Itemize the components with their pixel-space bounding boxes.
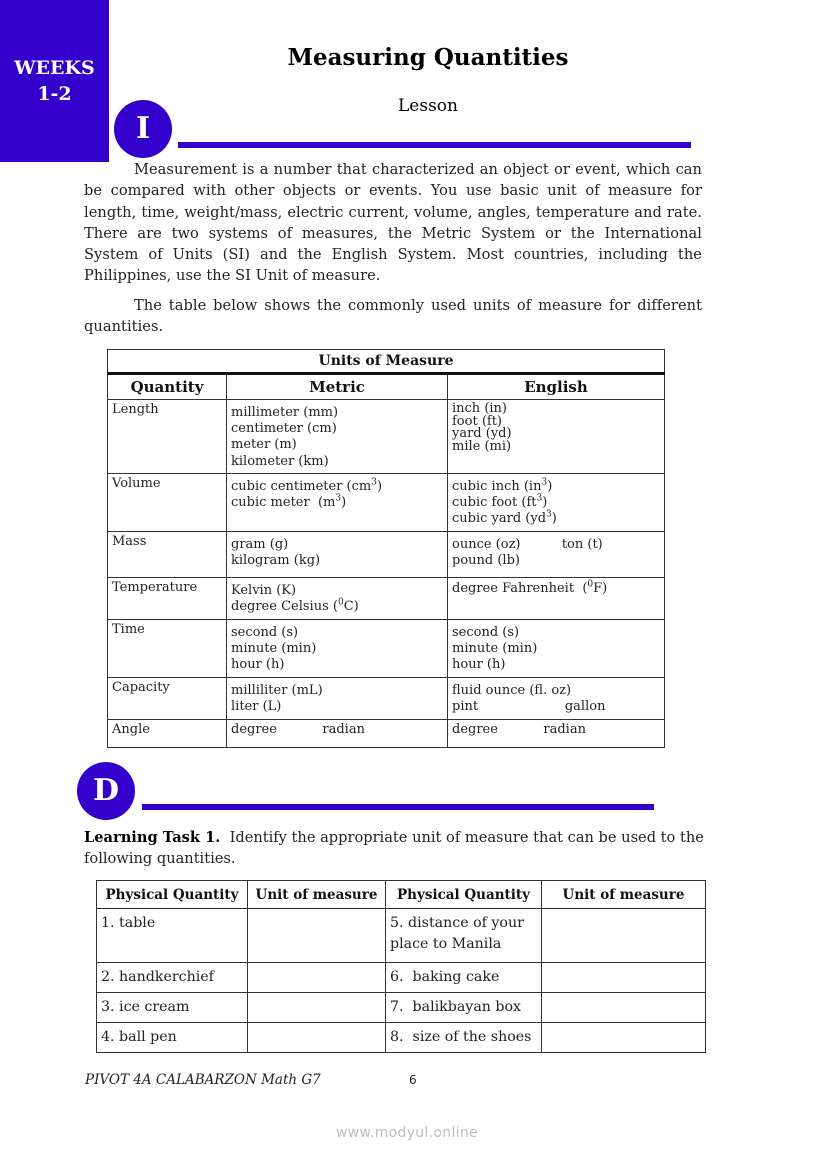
table-row-time — [108, 620, 665, 678]
quantity-item: 7. balikbayan box — [386, 993, 542, 1023]
column-header-unit-of-measure: Unit of measure — [248, 881, 386, 909]
unit-text: kilogram (kg) — [231, 553, 321, 569]
units-table-caption: Units of Measure — [108, 350, 665, 374]
watermark: www.modyul.online — [336, 1125, 478, 1141]
unit-text: degree Celsius ($^0$C) — [231, 597, 359, 615]
quantity-item: 8. size of the shoes — [386, 1023, 542, 1053]
quantity-cell: Angle — [108, 720, 227, 748]
metric-cell — [227, 720, 448, 748]
unit-text: meter (m) — [231, 437, 297, 453]
unit-text: mile (mi) — [452, 438, 512, 454]
metric-cell — [227, 400, 448, 474]
section-i-divider — [178, 142, 691, 148]
section-d-divider — [142, 804, 654, 810]
quantity-item: 5. distance of your place to Manila — [386, 909, 542, 963]
column-header-metric: Metric — [227, 374, 448, 400]
unit-text: liter (L) — [231, 699, 282, 715]
unit-text: second (s) — [231, 625, 299, 640]
footer-source: PIVOT 4A CALABARZON Math G7 — [85, 1072, 321, 1088]
quantity-cell: Mass — [108, 532, 227, 578]
unit-text: pint gallon — [452, 699, 606, 715]
unit-text: inch (in) — [452, 401, 507, 416]
quantity-item: 2. handkerchief — [97, 963, 248, 993]
answer-cell[interactable] — [542, 1023, 706, 1053]
table-row — [97, 993, 706, 1023]
unit-text: cubic inch $(in^3)$ — [452, 477, 553, 494]
quantity-cell: Capacity — [108, 678, 227, 720]
unit-text: second (s) — [452, 625, 520, 640]
unit-text: degree radian — [452, 722, 586, 737]
unit-text: yard (yd) — [452, 426, 512, 441]
intro-paragraph — [84, 159, 702, 287]
english-cell — [448, 532, 665, 578]
weeks-label: WEEKS — [14, 57, 95, 79]
unit-text: centimeter (cm) — [231, 421, 337, 437]
answer-cell[interactable] — [248, 909, 386, 963]
learning-task-instructions — [84, 827, 704, 870]
unit-text: cubic yard $(yd^3)$ — [452, 510, 557, 527]
answer-cell[interactable] — [248, 1023, 386, 1053]
answer-cell[interactable] — [542, 963, 706, 993]
unit-text: degree radian — [231, 722, 365, 737]
quantity-item: 3. ice cream — [97, 993, 248, 1023]
intro-paragraph-text: Measurement is a number that characterized an object or event, which can be compared with other objects or events. You use basic unit of measure for length, time, weight/mass, electric current, volume, angles, temperature and rate. There are two systems of measures, the Metric System or the International System of Units (SI) and the English System. Most countries, including the Philippines, use the SI Unit of measure. — [84, 161, 702, 285]
page-number: 6 — [409, 1073, 417, 1087]
unit-text: cubic centimeter $(cm^3)$ — [231, 477, 383, 494]
table-row-angle — [108, 720, 665, 748]
column-header-quantity: Quantity — [108, 374, 227, 400]
english-cell — [448, 578, 665, 620]
unit-text: gram (g) — [231, 537, 289, 552]
unit-text: minute (min) — [452, 641, 538, 657]
unit-text: minute (min) — [231, 641, 317, 657]
table-row-capacity — [108, 678, 665, 720]
quantity-cell: Volume — [108, 474, 227, 532]
unit-text: cubic meter $(m^3)$ — [231, 493, 347, 511]
table-row-mass — [108, 532, 665, 578]
quantity-cell: Time — [108, 620, 227, 678]
metric-cell — [227, 678, 448, 720]
table-row — [97, 963, 706, 993]
quantity-item: 1. table — [97, 909, 248, 963]
quantity-item: 6. baking cake — [386, 963, 542, 993]
metric-cell — [227, 578, 448, 620]
metric-cell — [227, 474, 448, 532]
learning-task-text: Identify the appropriate unit of measure that can be used to the following quantities. — [84, 829, 704, 868]
english-cell — [448, 620, 665, 678]
unit-text: degree Fahrenheit ($^0$F) — [452, 579, 608, 596]
unit-text: fluid ounce (fl. oz) — [452, 683, 572, 698]
answer-cell[interactable] — [542, 993, 706, 1023]
unit-text: hour (h) — [231, 657, 285, 673]
english-cell — [448, 720, 665, 748]
quantity-cell: Temperature — [108, 578, 227, 620]
unit-text: kilometer (km) — [231, 453, 329, 469]
quantity-item: 4. ball pen — [97, 1023, 248, 1053]
unit-text: hour (h) — [452, 657, 506, 673]
quantity-cell: Length — [108, 400, 227, 474]
column-header-physical-quantity-2: Physical Quantity — [386, 881, 542, 909]
answer-cell[interactable] — [248, 963, 386, 993]
learning-task-table — [96, 880, 706, 1053]
column-header-unit-of-measure-2: Unit of measure — [542, 881, 706, 909]
unit-text: Kelvin (K) — [231, 583, 297, 598]
section-i-badge-icon: I — [114, 100, 172, 158]
table-intro-paragraph — [84, 295, 702, 338]
table-row — [97, 909, 706, 963]
table-intro-text: The table below shows the commonly used units of measure for different quantities. — [84, 297, 702, 336]
table-row — [97, 1023, 706, 1053]
english-cell — [448, 678, 665, 720]
unit-text: foot (ft) — [452, 413, 503, 429]
section-d-badge-icon: D — [77, 762, 135, 820]
table-row-volume — [108, 474, 665, 532]
unit-text: ounce (oz) ton (t) — [452, 537, 603, 552]
page-title: Measuring Quantities — [287, 44, 569, 71]
unit-text: millimeter (mm) — [231, 405, 339, 420]
metric-cell — [227, 620, 448, 678]
lesson-label: Lesson — [398, 96, 458, 116]
english-cell — [448, 474, 665, 532]
unit-text: milliliter (mL) — [231, 683, 323, 698]
unit-text: pound (lb) — [452, 553, 520, 569]
table-row-length — [108, 400, 665, 474]
column-header-english: English — [448, 374, 665, 400]
answer-cell[interactable] — [542, 909, 706, 963]
weeks-tab — [0, 0, 109, 162]
column-header-physical-quantity: Physical Quantity — [97, 881, 248, 909]
units-of-measure-table — [107, 349, 665, 748]
answer-cell[interactable] — [248, 993, 386, 1023]
table-row-temperature — [108, 578, 665, 620]
learning-task-label: Learning Task 1. — [84, 829, 221, 846]
metric-cell — [227, 532, 448, 578]
unit-text: cubic foot $(ft^3)$ — [452, 493, 548, 511]
weeks-range: 1-2 — [37, 83, 72, 105]
english-cell — [448, 400, 665, 474]
